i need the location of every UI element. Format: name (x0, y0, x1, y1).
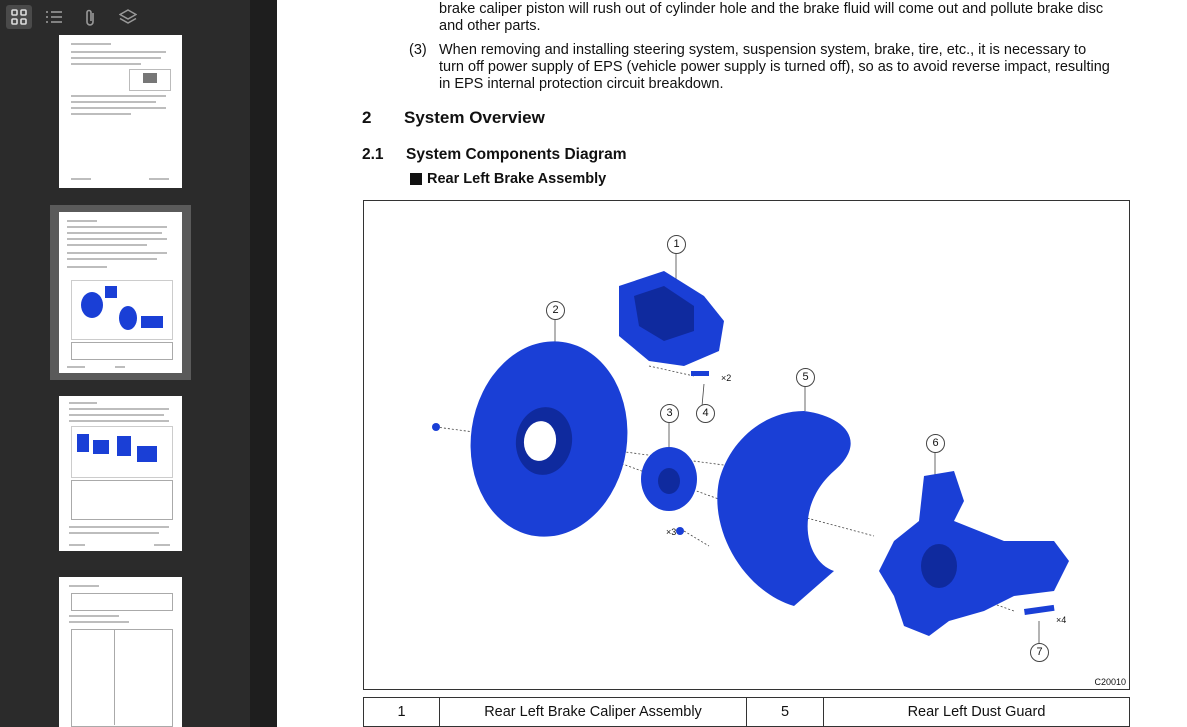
callout-4: 4 (696, 404, 715, 423)
figure-code: C20010 (1094, 677, 1126, 687)
layers-icon (119, 9, 137, 25)
page-thumbnail-3[interactable] (59, 396, 182, 551)
page-thumbnail-2[interactable] (59, 212, 182, 373)
document-page (277, 0, 1187, 727)
thumbnails-icon (11, 9, 27, 25)
callout-2: 2 (546, 301, 565, 320)
sidebar-splitter[interactable] (250, 0, 277, 727)
paragraph-continuation-line-1: brake caliper piston will rush out of cylinder hole and the brake fluid will come out and pollute brake disc (439, 1, 1104, 17)
attachments-icon (83, 9, 99, 27)
thumbnails-tool-button[interactable] (6, 5, 32, 29)
subsection-title: System Components Diagram (406, 146, 627, 163)
components-diagram (363, 200, 1130, 690)
thumbnail-sidebar (0, 0, 250, 727)
sidebar-toolbar (0, 0, 250, 34)
callout-1: 1 (667, 235, 686, 254)
table-cell-part-name: Rear Left Brake Caliper Assembly (440, 698, 747, 727)
page-thumbnail-1[interactable] (59, 35, 182, 188)
quantity-label-7: ×4 (1056, 615, 1067, 625)
bolt-icon (364, 201, 1129, 689)
components-table (363, 697, 1130, 727)
callout-7: 7 (1030, 643, 1049, 662)
quantity-label-3: ×3 (666, 527, 677, 537)
list-item-3-line-1: When removing and installing steering system, suspension system, brake, tire, etc., it is necessary to (439, 42, 1087, 58)
square-bullet-icon (410, 173, 422, 185)
table-cell-number: 1 (364, 698, 440, 727)
outline-icon (45, 9, 63, 25)
section-number: 2 (362, 108, 372, 127)
list-item-number: (3) (409, 42, 427, 58)
list-item-3-line-3: in EPS internal protection circuit breakdown. (439, 76, 724, 92)
quantity-label-4: ×2 (721, 373, 732, 383)
table-cell-number: 5 (747, 698, 824, 727)
page-thumbnail-4[interactable] (59, 577, 182, 727)
layers-tool-button[interactable] (114, 5, 140, 29)
section-title: System Overview (404, 108, 545, 127)
callout-6: 6 (926, 434, 945, 453)
table-row (364, 698, 1130, 727)
callout-3: 3 (660, 404, 679, 423)
table-cell-part-name: Rear Left Dust Guard (824, 698, 1130, 727)
attachments-tool-button[interactable] (78, 5, 104, 29)
subsection-number: 2.1 (362, 146, 384, 163)
outline-tool-button[interactable] (40, 5, 66, 29)
callout-5: 5 (796, 368, 815, 387)
assembly-title: Rear Left Brake Assembly (427, 171, 607, 187)
list-item-3-line-2: turn off power supply of EPS (vehicle power supply is turned off), so as to avoid reverse impact, resulting (439, 59, 1110, 75)
paragraph-continuation-line-2: and other parts. (439, 18, 541, 34)
